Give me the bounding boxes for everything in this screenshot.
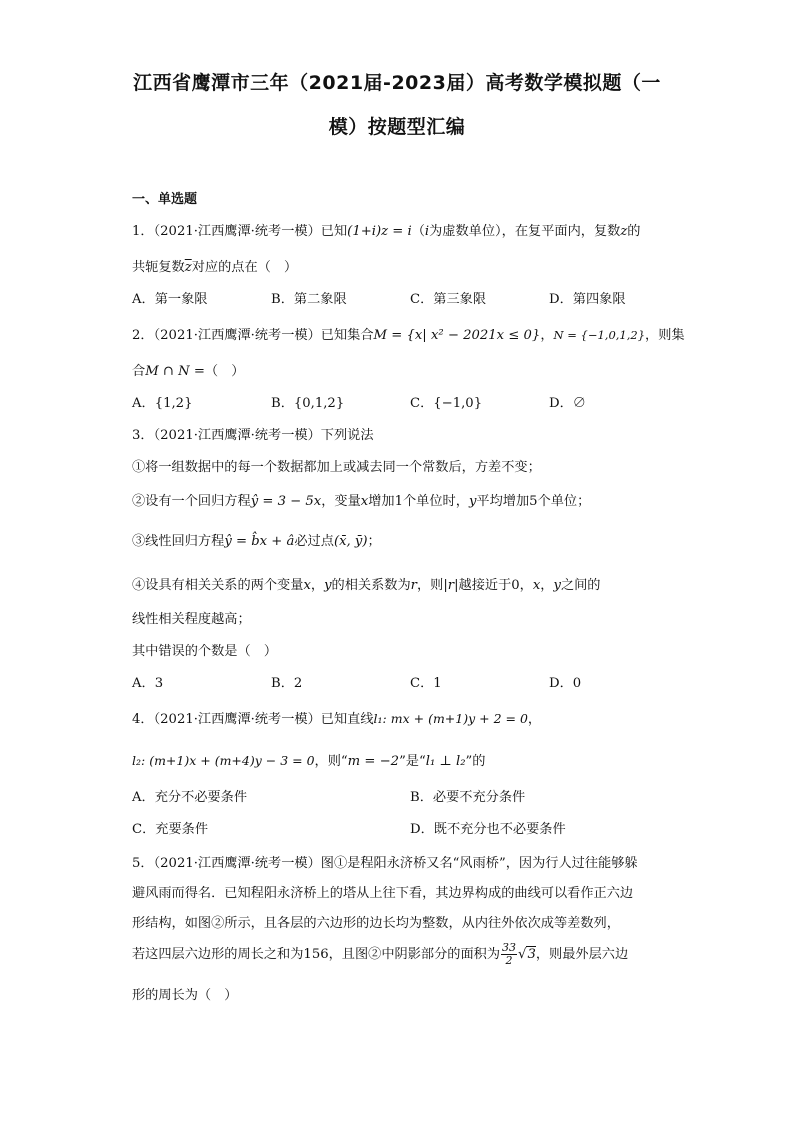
q1-var-i: i [424, 224, 430, 239]
q3-linear-regression: ŷ = b̂x + â [224, 534, 295, 549]
q4-line-1 [132, 708, 541, 727]
q5-line-5: 形的周长为（ ） [132, 988, 238, 1003]
q2-option-c: C．{−1,0} [410, 396, 483, 411]
q3-text: ③线性回归方程 [132, 534, 225, 549]
q5-line-2: 避风雨而得名．已知程阳永济桥上的塔从上往下看，其边界构成的曲线可以看作正六边 [132, 886, 634, 901]
q3-var-r: r [410, 578, 417, 593]
q4-line-l1: l₁: mx + (m+1)y + 2 = 0 [373, 711, 528, 726]
q1-text: 1．（2021·江西鹰潭·统考一模）已知 [132, 224, 348, 239]
q1-option-a: A．第一象限 [132, 292, 208, 307]
q2-text: ，则集 [645, 328, 685, 343]
q3-text: ④设具有相关关系的两个变量 [132, 578, 304, 593]
q4-condition-m: m = −2 [347, 754, 400, 769]
q4-text: ，则“ [314, 754, 348, 769]
q3-text: 增加1个单位时， [368, 494, 469, 509]
q3-text: 必过点 [294, 534, 334, 549]
q1-text: 共轭复数 [132, 260, 185, 275]
q3-text: 平均增加5个单位； [476, 494, 591, 509]
q5-line-1: 5．（2021·江西鹰潭·统考一模）图①是程阳永济桥又名“风雨桥”，因为行人过往能够躲 [132, 856, 638, 871]
q3-statement-4-cont: 线性相关程度越高； [132, 612, 251, 627]
q4-text: 4．（2021·江西鹰潭·统考一模）已知直线 [132, 712, 374, 727]
q3-line-1: 3．（2021·江西鹰潭·统考一模）下列说法 [132, 428, 374, 443]
q3-text: ②设有一个回归方程 [132, 494, 251, 509]
q3-var-y: y [468, 494, 477, 509]
q2-option-d: D．∅ [549, 396, 586, 411]
q2-intersection: M ∩ N = [145, 364, 205, 379]
q3-question: 其中错误的个数是（ ） [132, 644, 278, 659]
q4-line-l2: l₂: (m+1)x + (m+4)y − 3 = 0 [132, 753, 315, 768]
q3-abs-r: |r| [443, 578, 459, 593]
q4-option-a: A．充分不必要条件 [132, 790, 248, 805]
q2-option-a: A．{1,2} [132, 396, 193, 411]
q2-set-n: N = {−1,0,1,2} [553, 328, 646, 342]
q3-mean-point: (x̄, ȳ) [333, 534, 368, 549]
q3-var-x: x [360, 494, 369, 509]
q3-var-x: x [303, 578, 311, 593]
q5-text: ，则最外层六边 [535, 947, 629, 962]
q2-text: ， [540, 328, 554, 343]
document-title-line-2: 模）按题型汇编 [328, 116, 466, 138]
q3-text: ； [367, 534, 381, 549]
q1-equation: (1+i)z = i [347, 224, 412, 239]
q2-set-m: M = {x| x² − 2021x ≤ 0} [373, 328, 541, 343]
document-title-line-1: 江西省鹰潭市三年（2021届-2023届）高考数学模拟题（一 [133, 72, 661, 94]
q4-perpendicular: l₁ ⊥ l₂ [425, 754, 466, 769]
q4-text: ， [527, 712, 542, 727]
q3-text: 越接近于0， [458, 578, 533, 593]
q2-text: （ ） [204, 364, 245, 379]
q1-text: 的 [627, 224, 641, 239]
q1-text: 对应的点在（ ） [191, 260, 298, 275]
q3-regression-equation: ŷ = 3 − 5x [250, 494, 322, 509]
q2-line-2 [132, 360, 244, 379]
q5-fraction [501, 942, 517, 967]
q2-option-b: B．{0,1,2} [271, 396, 345, 411]
q1-text: 为虚数单位），在复平面内，复数 [429, 224, 621, 239]
q1-text: （ [411, 224, 425, 239]
q5-text: 若这四层六边形的周长之和为156，且图②中阴影部分的面积为 [132, 947, 501, 962]
q3-var-x: x [532, 578, 541, 593]
q1-line-1 [132, 220, 640, 239]
q3-text: 的相关系数为 [331, 578, 411, 593]
q1-var-z: z [620, 224, 628, 239]
q4-option-b: B．必要不充分条件 [410, 790, 526, 805]
q2-text: 2．（2021·江西鹰潭·统考一模）已知集合 [132, 328, 374, 343]
q3-option-a: A．3 [132, 676, 164, 691]
q3-statement-4 [132, 574, 601, 593]
q1-option-d: D．第四象限 [549, 292, 626, 307]
q1-option-b: B．第二象限 [271, 292, 347, 307]
q5-sqrt-radicand: 3 [527, 947, 536, 962]
q3-var-y: y [553, 578, 561, 593]
q4-option-d: D．既不充分也不必要条件 [410, 822, 566, 837]
q3-statement-2 [132, 490, 590, 509]
q3-option-d: D．0 [549, 676, 582, 691]
q3-text: ，变量 [321, 494, 361, 509]
q4-text: ”是“ [399, 754, 426, 769]
q3-var-y: y [324, 578, 332, 593]
q3-statement-1: ①将一组数据中的每一个数据都加上或减去同一个常数后，方差不变； [132, 460, 541, 475]
q3-text: ， [540, 578, 554, 593]
q3-text: ， [310, 578, 325, 593]
q5-line-4: 若这四层六边形的周长之和为156，且图②中阴影部分的面积为 $\frac{33}{2}$ √3，则最外层六边 [132, 941, 629, 967]
q1-conjugate-z: $\overline{z}$ [184, 260, 192, 275]
q3-text: 之间的 [560, 578, 601, 593]
section-heading: 一、单选题 [132, 192, 198, 207]
q5-line-3: 形结构，如图②所示，且各层的六边形的边长均为整数，从内往外依次成等差数列， [132, 916, 620, 931]
q5-fraction-numerator: 33 [502, 941, 517, 954]
q4-text: ”的 [465, 754, 486, 769]
q3-option-c: C．1 [410, 676, 442, 691]
q1-line-2 [132, 256, 297, 275]
q2-line-1 [132, 324, 685, 343]
q2-text: 合 [132, 364, 146, 379]
q3-text: ，则 [416, 578, 444, 593]
q4-option-c: C．充要条件 [132, 822, 209, 837]
q4-line-2 [132, 750, 485, 769]
q3-statement-3 [132, 530, 381, 549]
q3-option-b: B．2 [271, 676, 303, 691]
q1-option-c: C．第三象限 [410, 292, 487, 307]
q5-fraction-denominator: 2 [505, 954, 513, 967]
